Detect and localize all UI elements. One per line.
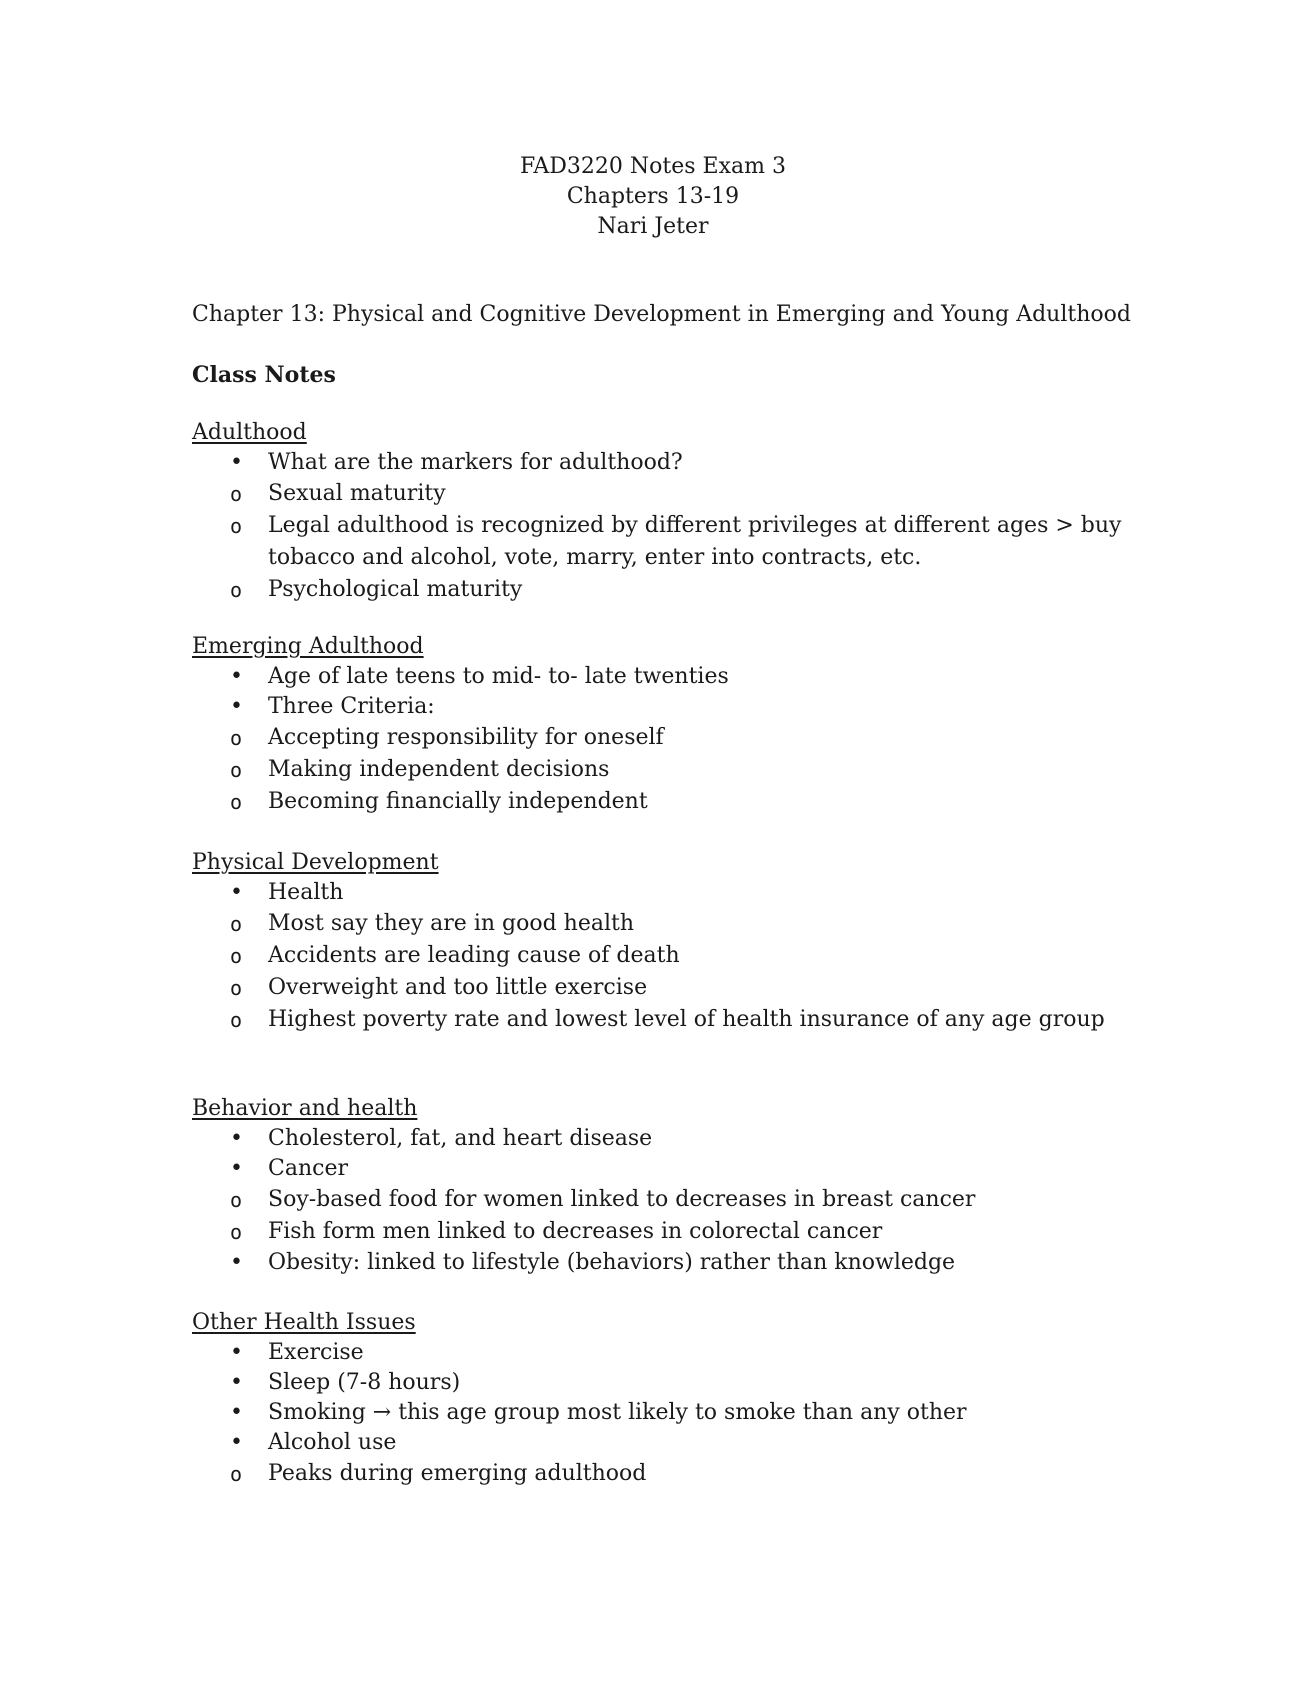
bullet-icon: •	[230, 664, 243, 689]
sub-bullet-icon: o	[229, 790, 243, 814]
sub-list-item-text: Highest poverty rate and lowest level of health insurance of any age group	[268, 1007, 1105, 1032]
sub-bullet-icon: o	[229, 912, 243, 936]
sub-bullet-icon: o	[229, 944, 243, 968]
sub-list-item	[192, 1458, 1142, 1490]
list-item	[192, 448, 1142, 606]
list-item-text: Health	[268, 880, 344, 905]
bullet-list	[192, 1338, 1142, 1490]
bullet-icon: •	[230, 1250, 243, 1275]
sub-list-item-text: Accepting responsibility for oneself	[268, 725, 664, 750]
section-physical-development	[192, 848, 1142, 1036]
list-item	[192, 878, 1142, 1036]
section-heading: Behavior and health	[192, 1096, 418, 1121]
sub-list-item	[192, 478, 1142, 510]
list-item	[192, 1398, 1142, 1428]
list-item-text: Age of late teens to mid- to- late twenties	[268, 664, 729, 689]
sub-bullet-icon: o	[229, 1220, 243, 1244]
sub-bullet-icon: o	[229, 976, 243, 1000]
section-heading: Emerging Adulthood	[192, 634, 424, 659]
list-item-text: What are the markers for adulthood?	[268, 450, 683, 475]
sub-bullet-list	[192, 1184, 1142, 1248]
class-notes-heading: Class Notes	[192, 362, 336, 388]
bullet-list	[192, 1124, 1142, 1278]
header-chapters: Chapters 13-19	[566, 184, 740, 209]
bullet-icon: •	[230, 1430, 243, 1455]
bullet-icon: •	[230, 1400, 243, 1425]
list-item	[192, 1368, 1142, 1398]
sub-list-item	[192, 908, 1142, 940]
sub-list-item	[192, 1004, 1142, 1036]
sub-list-item-text: Peaks during emerging adulthood	[268, 1461, 647, 1486]
sub-list-item	[192, 1216, 1142, 1248]
sub-list-item	[192, 786, 1142, 818]
sub-list-item-text: Sexual maturity	[268, 481, 446, 506]
list-item-text: Cancer	[268, 1156, 348, 1181]
sub-list-item-text: Fish form men linked to decreases in colorectal cancer	[268, 1219, 883, 1244]
sub-bullet-icon: o	[229, 482, 243, 506]
sub-list-item	[192, 972, 1142, 1004]
bullet-icon: •	[230, 1126, 243, 1151]
list-item	[192, 692, 1142, 818]
bullet-icon: •	[230, 1156, 243, 1181]
sub-bullet-icon: o	[229, 1008, 243, 1032]
sub-bullet-icon: o	[229, 578, 243, 602]
sub-bullet-list	[192, 908, 1142, 1036]
sub-list-item-text: Becoming financially independent	[268, 789, 648, 814]
bullet-icon: •	[230, 694, 243, 719]
sub-bullet-icon: o	[229, 1188, 243, 1212]
list-item-text: Cholesterol, fat, and heart disease	[268, 1126, 653, 1151]
sub-bullet-icon: o	[229, 758, 243, 782]
sub-bullet-list	[192, 1458, 1142, 1490]
sub-list-item	[192, 1184, 1142, 1216]
list-item-text: Smoking → this age group most likely to smoke than any other	[268, 1400, 967, 1425]
list-item-text: Exercise	[268, 1340, 364, 1365]
section-heading: Physical Development	[192, 850, 439, 875]
list-item	[192, 1428, 1142, 1490]
sub-bullet-icon: o	[229, 726, 243, 750]
sub-bullet-icon: o	[229, 1462, 243, 1486]
section-heading: Adulthood	[192, 420, 307, 445]
sub-list-item	[192, 574, 1142, 606]
section-adulthood	[192, 418, 1142, 606]
document-header	[0, 152, 1306, 242]
header-course-title: FAD3220 Notes Exam 3	[520, 154, 786, 179]
bullet-icon: •	[230, 1370, 243, 1395]
bullet-icon: •	[230, 880, 243, 905]
list-item-text: Sleep (7-8 hours)	[268, 1370, 461, 1395]
section-emerging-adulthood	[192, 632, 1142, 818]
header-author: Nari Jeter	[597, 214, 709, 239]
sub-list-item-text: Overweight and too little exercise	[268, 975, 648, 1000]
bullet-list	[192, 662, 1142, 818]
section-heading: Other Health Issues	[192, 1310, 416, 1335]
list-item	[192, 1124, 1142, 1154]
sub-list-item-text: Soy-based food for women linked to decreases in breast cancer	[268, 1187, 976, 1212]
sub-list-item	[192, 722, 1142, 754]
sub-list-item	[192, 510, 1142, 574]
list-item-text: Alcohol use	[268, 1430, 397, 1455]
list-item	[192, 662, 1142, 692]
sub-list-item-text: Accidents are leading cause of death	[268, 943, 680, 968]
sub-list-item-text: Making independent decisions	[268, 757, 610, 782]
list-item-text: Three Criteria:	[268, 694, 435, 719]
sub-bullet-list	[192, 722, 1142, 818]
list-item	[192, 1154, 1142, 1248]
sub-list-item-text: Most say they are in good health	[268, 911, 635, 936]
sub-list-item	[192, 940, 1142, 972]
sub-list-item-text: Legal adulthood is recognized by different privileges at different ages > buy tobacco and alcohol, vote, marry, enter into contracts, etc.	[268, 513, 1122, 570]
list-item	[192, 1248, 1142, 1278]
section-other-health-issues	[192, 1308, 1142, 1490]
chapter-title: Chapter 13: Physical and Cognitive Development in Emerging and Young Adulthood	[192, 302, 1131, 327]
section-behavior-and-health	[192, 1094, 1142, 1278]
sub-list-item-text: Psychological maturity	[268, 577, 523, 602]
list-item	[192, 1338, 1142, 1368]
bullet-icon: •	[230, 1340, 243, 1365]
bullet-icon: •	[230, 450, 243, 475]
sub-bullet-icon: o	[229, 514, 243, 538]
bullet-list	[192, 878, 1142, 1036]
bullet-list	[192, 448, 1142, 606]
list-item-text: Obesity: linked to lifestyle (behaviors) rather than knowledge	[268, 1250, 956, 1275]
sub-list-item	[192, 754, 1142, 786]
sub-bullet-list	[192, 478, 1142, 606]
